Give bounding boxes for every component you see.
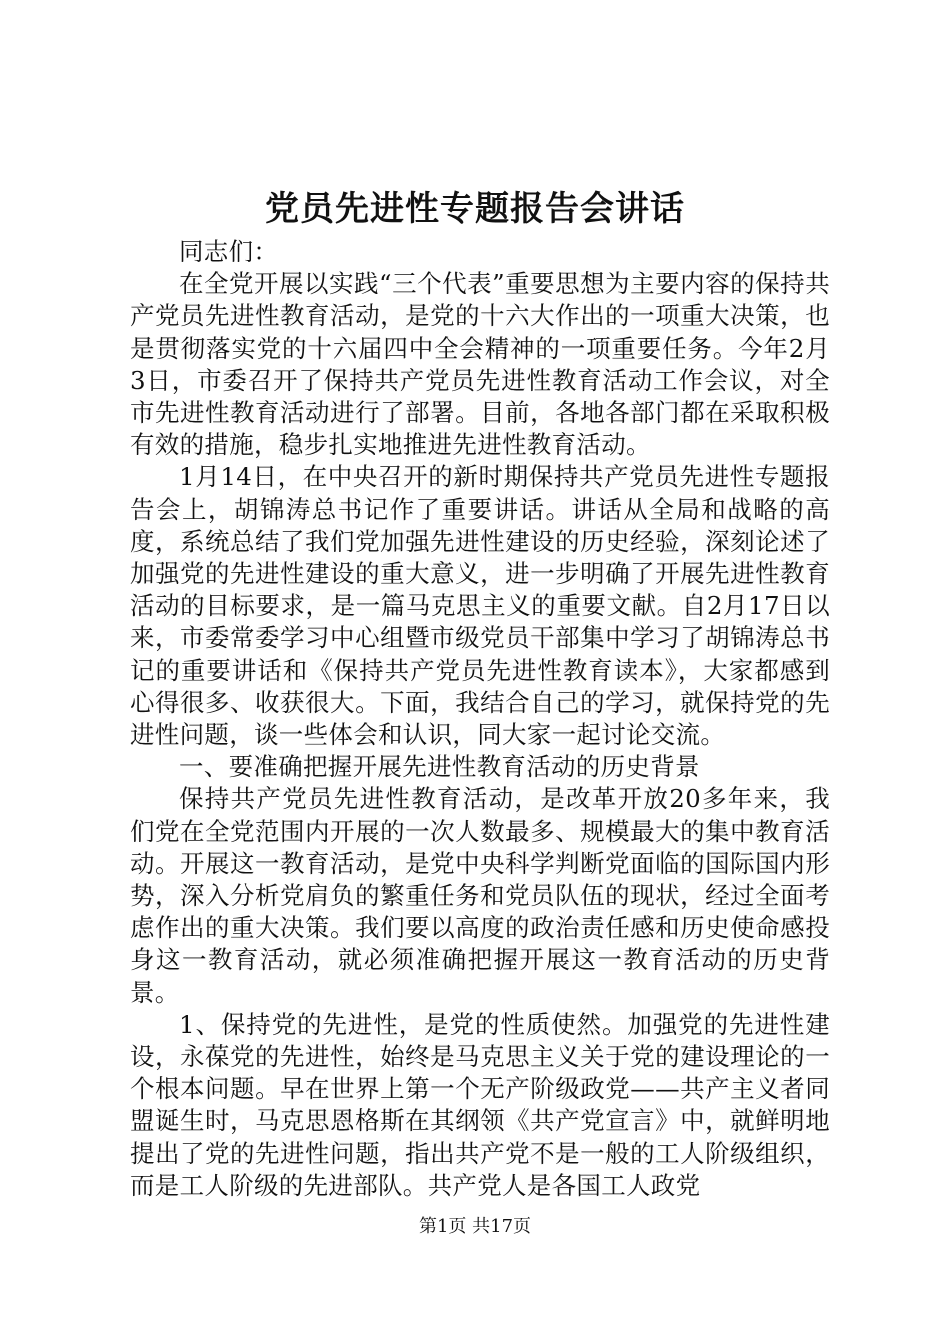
paragraph-background: 保持共产党员先进性教育活动，是改革开放20多年来，我们党在全党范围内开展的一次人数最多、规模最大的集中教育活动。开展这一教育活动，是党中央科学判断党面临的国际国内形势，深入分析党肩负的繁重任务和党员队伍的现状，经过全面考虑作出的重大决策。我们要以高度的政治责任感和历史使命感投身这一教育活动，就必须准确把握开展这一教育活动的历史背景。 [130, 784, 830, 1007]
section-heading-1: 一、要准确把握开展先进性教育活动的历史背景 [179, 752, 700, 782]
document-title: 党员先进性专题报告会讲话 [265, 189, 685, 229]
paragraph-intro: 在全党开展以实践“三个代表”重要思想为主要内容的保持共产党员先进性教育活动，是党的十六大作出的一项重大决策，也是贯彻落实党的十六届四中全会精神的一项重要任务。今年2月3日，市委召开了保持共产党员先进性教育活动工作会议，对全市先进性教育活动进行了部署。目前，各地各部门都在采取积极有效的措施，稳步扎实地推进先进性教育活动。 [130, 269, 831, 460]
paragraph-speech: 1月14日，在中央召开的新时期保持共产党员先进性专题报告会上，胡锦涛总书记作了重要讲话。讲话从全局和战略的高度，系统总结了我们党加强先进性建设的历史经验，深刻论述了加强党的先进性建设的重大意义，进一步明确了开展先进性教育活动的目标要求，是一篇马克思主义的重要文献。自2月17日以来，市委常委学习中心组暨市级党员干部集中学习了胡锦涛总书记的重要讲话和《保持共产党员先进性教育读本》，大家都感到心得很多、收获很大。下面，我结合自己的学习，就保持党的先进性问题，谈一些体会和认识，同大家一起讨论交流。 [130, 462, 830, 750]
page-footer: 第1页 共17页 [418, 1216, 532, 1237]
paragraph-point-1: 1、保持党的先进性，是党的性质使然。加强党的先进性建设，永葆党的先进性，始终是马克思主义关于党的建设理论的一个根本问题。早在世界上第一个无产阶级政党——共产主义者同盟诞生时，马克思恩格斯在其纲领《共产党宣言》中，就鲜明地提出了党的先进性问题，指出共产党不是一般的工人阶级组织，而是工人阶级的先进部队。共产党人是各国工人政党 [130, 1009, 830, 1200]
salutation: 同志们： [179, 237, 279, 266]
document-body [130, 236, 830, 1202]
